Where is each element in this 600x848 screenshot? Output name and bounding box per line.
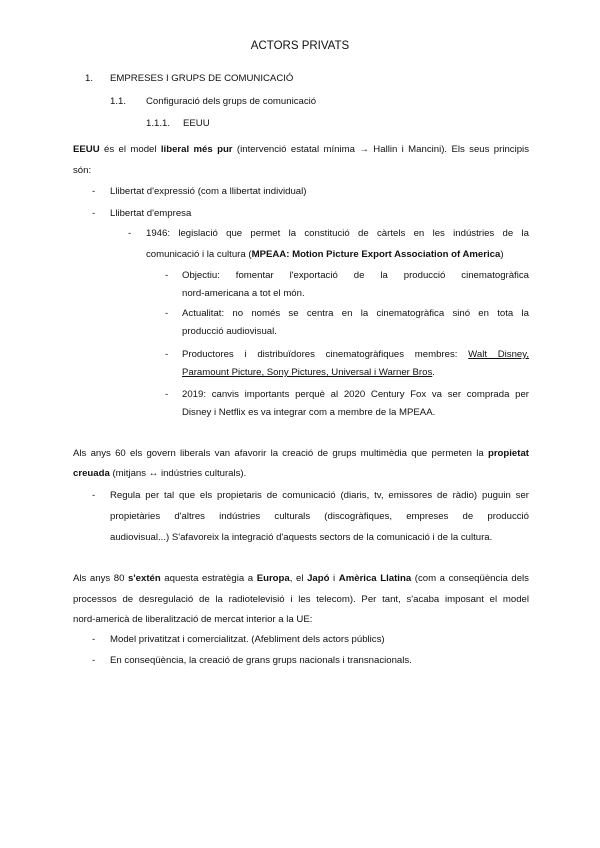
bold-term-creuada: creuada xyxy=(73,468,110,479)
bold-term-america-llatina: Amèrica Llatina xyxy=(338,573,412,584)
law-item-line-2 xyxy=(146,249,504,261)
bold-term-liberal: liberal més pur xyxy=(160,144,233,155)
text-run: és el model xyxy=(99,144,161,155)
heading-1-number: 1. xyxy=(85,73,94,84)
sub-item-line xyxy=(182,367,435,379)
bullet-dash: - xyxy=(92,186,96,197)
list-item: En conseqüència, la creació de grans grups nacionals i transnacionals. xyxy=(110,655,412,666)
bold-term-europa: Europa xyxy=(256,573,290,584)
bullet-dash: - xyxy=(92,634,96,645)
paragraph-3-line-3: nord-americà de liberalització de mercat interior a la UE: xyxy=(73,614,313,625)
list-item-line: audiovisual...) S'afavoreix la integració d'aquests sectors de la comunicació i de la cultura. xyxy=(110,532,493,543)
bullet-dash: - xyxy=(165,349,169,360)
text-run: aquesta estratègia a xyxy=(160,573,257,584)
text-run: (com a conseqüència dels xyxy=(411,573,529,584)
text-run: ) xyxy=(500,249,504,260)
law-item-line-1: 1946: legislació que permet la constitució de càrtels en les indústries de la xyxy=(146,228,529,239)
text-run: Productores i distribuïdores cinematogràfiques membres: xyxy=(182,349,469,360)
list-item: Llibertat d'empresa xyxy=(110,208,192,219)
sub-item-line: Objectiu: fomentar l'exportació de la producció cinematogràfica xyxy=(182,270,529,281)
heading-3: EEUU xyxy=(183,118,210,129)
sub-item-line: Actualitat: no només se centra en la cinematogràfica sinó en tota la xyxy=(182,308,529,319)
text-run: . xyxy=(432,367,435,378)
paragraph-1-line-2: són: xyxy=(73,165,92,176)
heading-2: Configuració dels grups de comunicació xyxy=(146,96,317,107)
page-title: ACTORS PRIVATS xyxy=(250,40,350,52)
text-run: i xyxy=(329,573,339,584)
paragraph-2-line-2 xyxy=(73,468,246,480)
text-run: Als anys 80 xyxy=(73,573,129,584)
bullet-dash: - xyxy=(92,208,96,219)
bullet-dash: - xyxy=(165,308,169,319)
bullet-dash: - xyxy=(92,655,96,666)
heading-2-number: 1.1. xyxy=(110,96,127,107)
paragraph-2-line-1 xyxy=(73,448,529,460)
sub-item-line xyxy=(182,349,529,361)
bold-term-japo: Japó xyxy=(307,573,330,584)
paragraph-3-line-2: processos de desregulació de la radiotelevisió i les telecom). Per tant, s'acaba imposant el model xyxy=(73,594,529,605)
sub-item-line: producció audiovisual. xyxy=(182,326,277,337)
bullet-dash: - xyxy=(165,270,169,281)
text-run: , el xyxy=(289,573,308,584)
heading-3-number: 1.1.1. xyxy=(146,118,171,129)
bullet-dash: - xyxy=(92,490,96,501)
heading-1: EMPRESES I GRUPS DE COMUNICACIÓ xyxy=(110,73,294,84)
bold-term-eeuu: EEUU xyxy=(73,144,100,155)
paragraph-1-line-1 xyxy=(73,144,529,156)
bold-term-mpeaa: MPEAA: Motion Picture Export Association of America xyxy=(251,249,501,260)
bullet-dash: - xyxy=(128,228,132,239)
sub-item-line: Disney i Netflix es va integrar com a membre de la MPEAA. xyxy=(182,407,436,418)
sub-item-line: 2019: canvis importants perquè al 2020 Century Fox va ser comprada per xyxy=(182,389,529,400)
paragraph-3-line-1 xyxy=(73,573,529,585)
studio-link: Walt Disney, xyxy=(468,349,529,360)
list-item: Llibertat d'expressió (com a llibertat individual) xyxy=(110,186,307,197)
bold-term-propietat: propietat xyxy=(487,448,529,459)
list-item-line: propietàries d'altres indústries culturals (discogràfiques, empreses de producció xyxy=(110,511,529,522)
studio-list: Paramount Picture, Sony Pictures, Universal i Warner Bros xyxy=(182,367,433,378)
list-item: Model privatitzat i comercialitzat. (Afebliment dels actors públics) xyxy=(110,634,385,645)
sub-item-line: nord-americana a tot el món. xyxy=(182,288,305,299)
text-run: (intervenció estatal mínima → Hallin i Mancini). Els seus principis xyxy=(232,144,529,155)
text-run: (mitjans ↔ indústries culturals). xyxy=(109,468,247,479)
text-run: comunicació i la cultura ( xyxy=(146,249,252,260)
list-item-line: Regula per tal que els propietaris de comunicació (diaris, tv, emissores de ràdio) puguin ser xyxy=(110,490,529,501)
text-run: Als anys 60 els govern liberals van afavorir la creació de grups multimèdia que permeten la xyxy=(73,448,488,459)
bullet-dash: - xyxy=(165,389,169,400)
bold-term-exten: s'extén xyxy=(128,573,161,584)
